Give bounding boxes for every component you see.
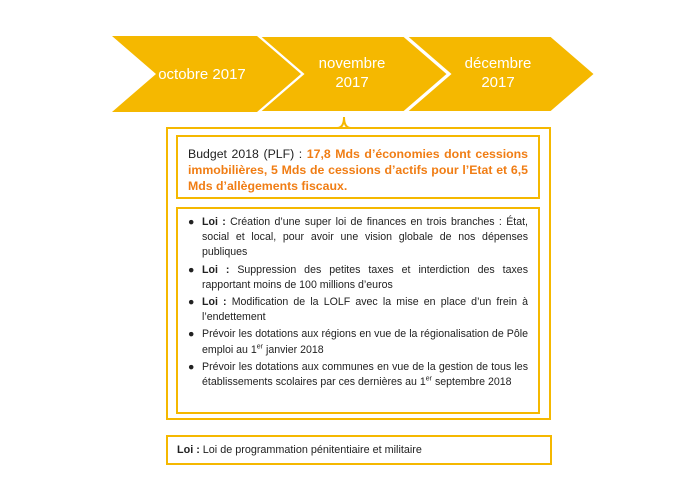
law-label: Loi :	[202, 263, 230, 276]
law-text: Prévoir les dotations aux communes en vue de la gestion de tous les établissements scolaires par ces dernières au 1	[202, 360, 528, 389]
programmation-label: Loi :	[177, 444, 200, 456]
programmation-text: Loi de programmation pénitentiaire et militaire	[199, 444, 422, 456]
chevron-october-label: octobre 2017	[158, 66, 246, 83]
list-item	[186, 327, 528, 357]
budget-2018-box	[176, 135, 540, 199]
programmation-law-box	[166, 435, 552, 465]
bullet-icon: ●	[188, 263, 195, 276]
timeline-chevrons	[0, 0, 700, 120]
laws-list	[186, 215, 528, 390]
laws-list-box	[176, 207, 540, 414]
ordinal-suffix: er	[256, 343, 264, 351]
law-text: Création d’une super loi de finances en trois branches : État, social et local, pour avoir une vision globale de nos dépenses publiques	[202, 216, 528, 259]
chevron-december-label-line2: 2017	[481, 74, 515, 91]
budget-highlight: 17,8 Mds d’économies dont cessions immobilières, 5 Mds de cessions d’actifs pour l’Etat et 6,5 Mds d’allègements fiscaux.	[188, 147, 528, 193]
frame-pointer-notch	[337, 117, 351, 129]
law-text: Suppression des petites taxes et interdiction des taxes rapportant moins de 100 millions d’euros	[202, 263, 528, 291]
list-item	[186, 215, 528, 261]
chevron-november-label-line1: novembre	[318, 55, 386, 72]
bullet-icon: ●	[188, 296, 195, 309]
list-item	[186, 263, 528, 293]
chevron-november-label-line2: 2017	[335, 74, 369, 91]
law-text: Modification de la LOLF avec la mise en place d’un frein à l’endettement	[202, 296, 528, 324]
bullet-icon: ●	[188, 360, 195, 373]
list-item	[186, 360, 528, 390]
law-text-tail: septembre 2018	[432, 376, 512, 389]
bullet-icon: ●	[188, 328, 195, 341]
bullet-icon: ●	[188, 216, 195, 228]
list-item	[186, 295, 528, 325]
law-text-tail: janvier 2018	[263, 343, 324, 356]
ordinal-suffix: er	[425, 375, 432, 383]
law-text: Prévoir les dotations aux régions en vue de la régionalisation de Pôle emploi au 1	[202, 328, 528, 356]
chevron-december-label-line1: décembre	[464, 55, 532, 72]
law-label: Loi :	[202, 296, 227, 309]
law-label: Loi :	[202, 216, 226, 228]
budget-prefix: Budget 2018 (PLF) :	[188, 147, 307, 161]
